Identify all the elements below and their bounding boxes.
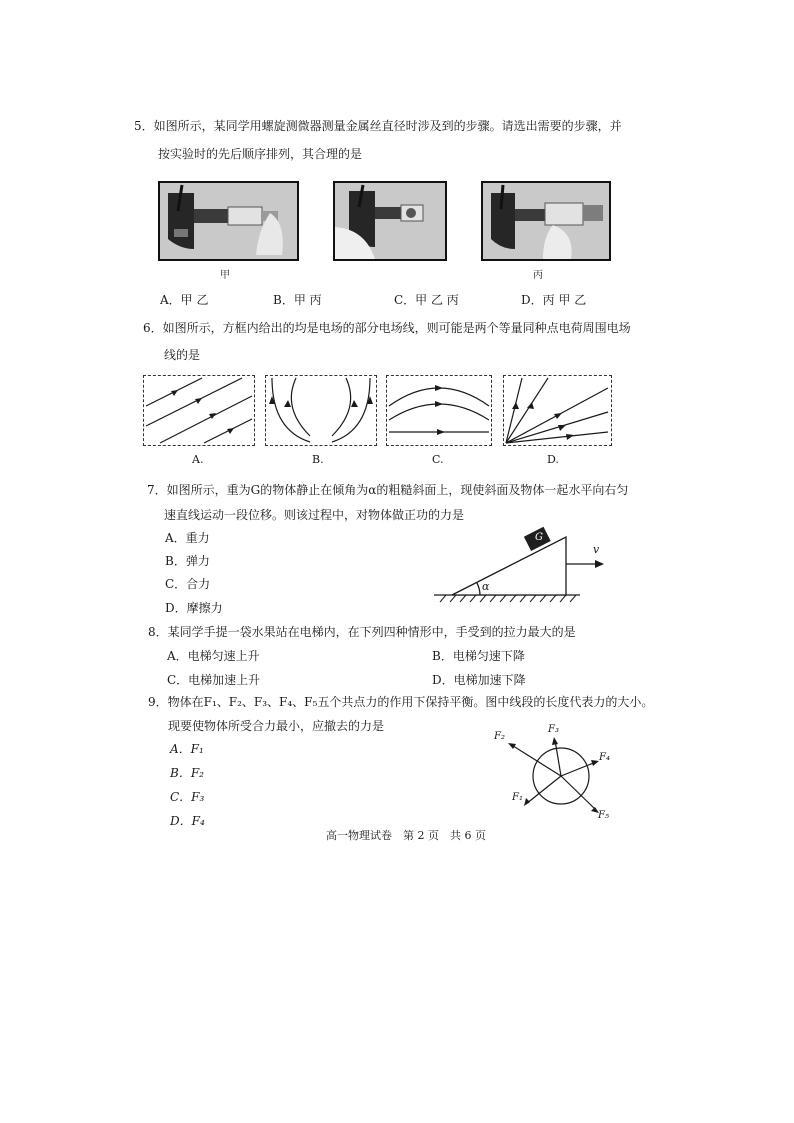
- q8-option-d: D．电梯加速下降: [432, 673, 526, 687]
- q8-option-b: B．电梯匀速下降: [432, 649, 525, 663]
- q5-option-b: B．甲 丙: [273, 293, 322, 307]
- field-figure-a: [143, 375, 255, 446]
- q7-option-d: D．摩擦力: [165, 601, 223, 615]
- force-label-f3: F₃: [548, 724, 559, 735]
- force-label-f5: F₅: [598, 810, 609, 821]
- q6-figure-label-d: D.: [547, 453, 559, 466]
- micrometer-photo-2: [333, 181, 447, 261]
- q6-figure-label-c: C.: [432, 453, 444, 466]
- micrometer-photo-1: [158, 181, 299, 261]
- field-figure-d: [503, 375, 612, 446]
- q5-photo-label-1: 甲: [220, 270, 230, 281]
- field-figure-c: [386, 375, 492, 446]
- q7-option-c: C．合力: [165, 577, 211, 591]
- q6-figure-label-b: B.: [312, 453, 324, 466]
- force-label-f1: F₁: [512, 792, 523, 803]
- q9-stem-line1: 9．物体在F₁、F₂、F₃、F₄、F₅五个共点力的作用下保持平衡。图中线段的长度代表力的大小。: [148, 695, 654, 709]
- q7-stem-line2: 速直线运动一段位移。则该过程中，对物体做正功的力是: [164, 508, 465, 522]
- q5-stem-line2: 按实验时的先后顺序排列，其合理的是: [158, 147, 363, 161]
- q5-option-a: A．甲 乙: [160, 293, 209, 307]
- q6-stem-line2: 线的是: [164, 348, 201, 362]
- q9-option-b: B．F₂: [170, 766, 204, 780]
- ground-hatch: [440, 595, 576, 602]
- incline-figure: [430, 520, 610, 608]
- q8-option-c: C．电梯加速上升: [167, 673, 261, 687]
- q6-stem-line1: 6．如图所示，方框内给出的均是电场的部分电场线，则可能是两个等量同种点电荷周围电场: [143, 321, 631, 335]
- angle-label: α: [482, 580, 490, 593]
- q5-option-d: D．丙 甲 乙: [521, 293, 587, 307]
- q5-photo-label-3: 丙: [533, 270, 543, 281]
- page-footer: 高一物理试卷 第 2 页 共 6 页: [326, 829, 486, 842]
- q9-stem-line2: 现要使物体所受合力最小，应撤去的力是: [168, 719, 385, 733]
- q7-option-a: A．重力: [165, 531, 210, 545]
- q7-option-b: B．弹力: [165, 554, 210, 568]
- micrometer-photo-3: [481, 181, 611, 261]
- q7-stem-line1: 7．如图所示，重为G的物体静止在倾角为α的粗糙斜面上，现使斜面及物体一起水平向右匀: [147, 483, 629, 497]
- q9-option-c: C．F₃: [170, 790, 205, 804]
- velocity-label: v: [593, 543, 600, 556]
- q5-stem-line1: 5．如图所示，某同学用螺旋测微器测量金属丝直径时涉及到的步骤。请选出需要的步骤，并: [134, 119, 622, 133]
- q9-option-a: A．F₁: [170, 742, 204, 756]
- force-label-f4: F₄: [599, 752, 610, 763]
- force-label-f2: F₂: [494, 731, 505, 742]
- q8-option-a: A．电梯匀速上升: [167, 649, 260, 663]
- q9-option-d: D．F₄: [170, 814, 205, 828]
- q8-stem: 8．某同学手提一袋水果站在电梯内，在下列四种情形中，手受到的拉力最大的是: [148, 625, 576, 639]
- block-label-g: G: [535, 532, 543, 543]
- q6-figure-label-a: A.: [192, 453, 204, 466]
- q5-option-c: C．甲 乙 丙: [394, 293, 459, 307]
- force-diagram: [488, 722, 618, 826]
- field-figure-b: [265, 375, 377, 446]
